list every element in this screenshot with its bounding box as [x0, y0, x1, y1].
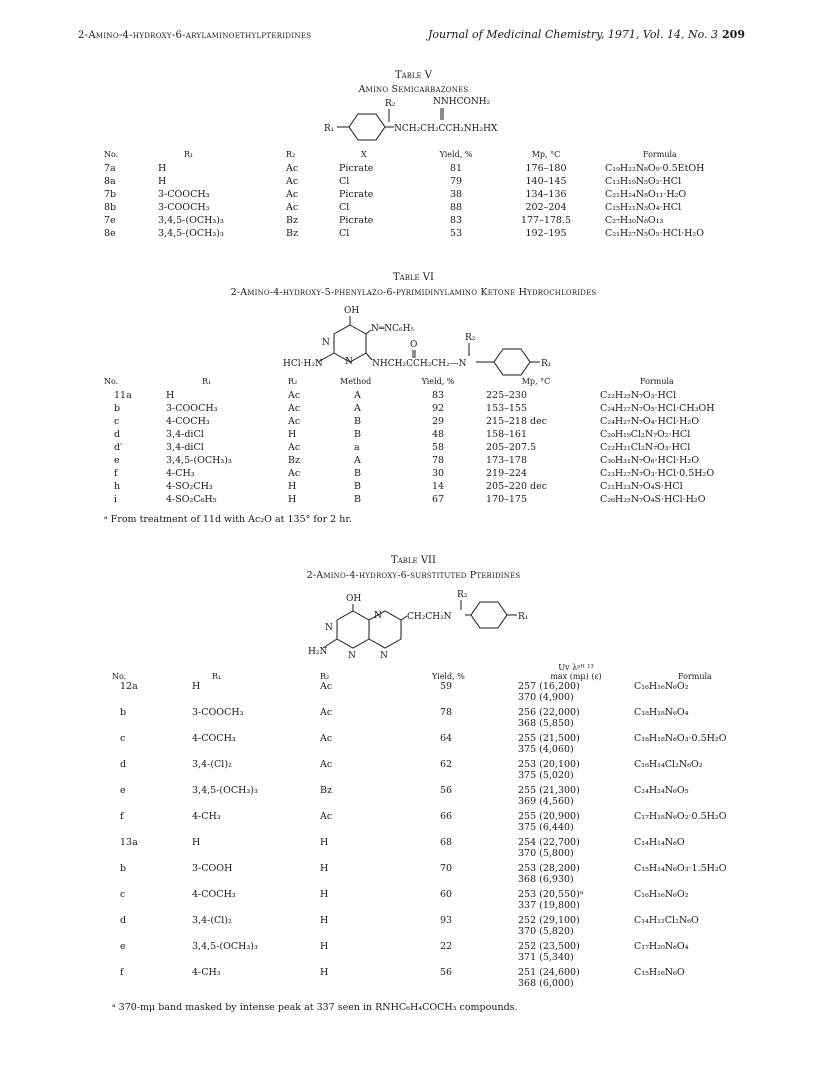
cell-uv-line2: 375 (4,060) — [518, 744, 574, 755]
cell-mp: 219–224 — [486, 468, 528, 479]
cell-no: d — [114, 429, 121, 440]
t6-hcl: HCl·H₂N — [283, 359, 323, 369]
cell-r1: 3,4,5-(OCH₃)₃ — [158, 228, 224, 239]
cell-uv-line2: 370 (5,820) — [518, 926, 574, 937]
cell-uv — [518, 707, 634, 733]
cell-formula: C₂₄H₂₄N₆O₅ — [634, 785, 689, 796]
cell-uv-line2: 370 (4,900) — [518, 692, 574, 703]
table-row — [112, 733, 732, 759]
cell-mp: 202–204 — [525, 202, 567, 213]
cell-no: c — [120, 889, 126, 900]
table5-title: Amino Semicarbazones — [358, 84, 469, 95]
cell-uv — [518, 759, 634, 785]
cell-r1: H — [158, 163, 167, 174]
cell-uv-line1: 252 (29,100) — [518, 915, 580, 926]
cell-no: f — [114, 468, 118, 479]
cell-r2: H — [320, 941, 329, 952]
cell-method: B — [354, 416, 361, 427]
cell-method: B — [354, 481, 361, 492]
t6-n-bottom: N — [345, 357, 353, 367]
table-row — [112, 681, 732, 707]
cell-r2: Ac — [288, 390, 301, 401]
col-yield: Yield, % — [432, 672, 465, 681]
cell-yield: 60 — [440, 889, 453, 900]
cell-formula: C₁₇H₂₀N₆O₄ — [634, 941, 689, 952]
cell-formula: C₂₆H₂₅N₇O₄S·HCl·H₂O — [600, 494, 706, 505]
cell-uv-line2: 368 (6,930) — [518, 874, 574, 885]
cell-r2: Bz — [288, 455, 300, 466]
cell-r1: 4-CH₃ — [166, 468, 195, 479]
cell-x: Picrate — [339, 163, 374, 174]
cell-mp: 215–218 dec — [486, 416, 548, 427]
cell-yield: 56 — [440, 967, 453, 978]
cell-uv — [518, 863, 634, 889]
cell-yield: 81 — [449, 163, 463, 174]
cell-yield: 83 — [431, 390, 445, 401]
cell-uv-line1: 254 (22,700) — [518, 837, 580, 848]
cell-r2: Ac — [320, 681, 333, 692]
t5-top: NNHCONH₂ — [433, 97, 491, 107]
col-yield: Yield, % — [439, 150, 473, 159]
cell-no: f — [120, 811, 124, 822]
cell-formula: C₁₆H₁₆N₆O₂ — [634, 889, 689, 900]
cell-method: A — [354, 390, 361, 401]
t7-n-d: N — [380, 651, 388, 661]
cell-uv — [518, 837, 634, 863]
cell-mp: 225–230 — [486, 390, 528, 401]
col-method: Method — [340, 377, 372, 386]
cell-mp: 176–180 — [525, 163, 567, 174]
cell-r2: Ac — [286, 176, 299, 187]
cell-no: 11a — [114, 390, 132, 401]
cell-r2: Ac — [286, 202, 299, 213]
col-r1: R₁ — [184, 150, 194, 159]
cell-mp: 170–175 — [486, 494, 528, 505]
cell-mp: 192–195 — [525, 228, 567, 239]
col-uv-line1: Uv λᵖᴴ ¹³ — [558, 663, 594, 672]
cell-uv-line1: 256 (22,000) — [518, 707, 580, 718]
t7-n-b: N — [348, 651, 356, 661]
cell-method: B — [354, 468, 361, 479]
cell-no: b — [114, 403, 121, 414]
cell-r1: H — [192, 837, 201, 848]
cell-yield: 30 — [431, 468, 445, 479]
cell-formula: C₁₄H₁₂Cl₂N₆O — [634, 915, 699, 926]
cell-yield: 88 — [449, 202, 463, 213]
cell-r1: 3,4,5-(OCH₃)₃ — [192, 941, 258, 952]
table-row — [112, 941, 732, 967]
cell-x: Cl — [339, 176, 350, 187]
cell-r2: Ac — [288, 403, 301, 414]
col-formula: Formula — [678, 672, 712, 681]
table6-title: 2-Amino-4-hydroxy-5-phenylazo-6-pyrimidinylamino Ketone Hydrochlorides — [230, 287, 597, 298]
col-formula: Formula — [640, 377, 674, 386]
cell-yield: 78 — [440, 707, 453, 718]
cell-r1: 4-COCH₃ — [192, 889, 236, 900]
cell-no: 8b — [104, 202, 117, 213]
cell-r2: Ac — [320, 707, 333, 718]
cell-r2: Ac — [288, 468, 301, 479]
col-uv-line2: max (mμ) (ε) — [550, 672, 602, 681]
cell-formula: C₁₈H₁₈N₆O₃·0.5H₂O — [634, 733, 727, 744]
cell-method: a — [354, 442, 360, 453]
cell-r2: H — [320, 915, 329, 926]
cell-mp: 205–207.5 — [486, 442, 537, 453]
cell-formula: C₁₅H₁₆N₆O — [634, 967, 685, 978]
cell-formula: C₂₁H₂₃N₇O₄S·HCl — [600, 481, 683, 492]
t7-benzene-ring — [471, 602, 507, 628]
cell-mp: 140–145 — [525, 176, 567, 187]
cell-no: b — [120, 863, 127, 874]
cell-r1: 3-COOCH₃ — [158, 189, 210, 200]
cell-r1: 3,4,5-(OCH₃)₃ — [166, 455, 232, 466]
cell-uv — [518, 681, 634, 707]
t7-chain: CH₂CH₂N — [407, 612, 452, 622]
cell-no: e — [120, 941, 126, 952]
table7-label: Table VII — [391, 555, 436, 566]
cell-r1: H — [158, 176, 167, 187]
cell-yield: 22 — [440, 941, 453, 952]
cell-r1: 4-SO₂C₆H₅ — [166, 494, 217, 505]
cell-no: d — [120, 915, 127, 926]
t6-azo: N═NC₆H₅ — [371, 324, 415, 334]
cell-r1: 4-COCH₃ — [166, 416, 210, 427]
cell-x: Cl — [339, 202, 350, 213]
t6-o: O — [410, 340, 418, 350]
cell-yield: 92 — [431, 403, 445, 414]
cell-r2: H — [320, 863, 329, 874]
cell-formula: C₁₅H₂₁N₅O₄·HCl — [605, 202, 682, 213]
cell-yield: 29 — [431, 416, 445, 427]
cell-formula: C₂₁H₂₇N₅O₅·HCl·H₂O — [605, 228, 705, 239]
cell-uv — [518, 785, 634, 811]
cell-r1: 3,4-(Cl)₂ — [192, 915, 232, 926]
cell-uv-line1: 255 (21,300) — [518, 785, 580, 796]
cell-no: 7e — [104, 215, 116, 226]
cell-method: A — [354, 455, 361, 466]
table-row — [112, 811, 732, 837]
cell-yield: 58 — [431, 442, 445, 453]
cell-formula: C₂₄H₂₇N₇O₄·HCl·H₂O — [600, 416, 700, 427]
cell-no: h — [114, 481, 121, 492]
col-r1: R₁ — [202, 377, 212, 386]
cell-no: c — [114, 416, 120, 427]
cell-uv — [518, 941, 634, 967]
cell-r1: 3-COOCH₃ — [192, 707, 244, 718]
cell-r2: Bz — [286, 228, 298, 239]
cell-formula: C₂₁H₂₄N₈O₁₁·H₂O — [605, 189, 687, 200]
col-formula: Formula — [643, 150, 677, 159]
t7-pyrimidine-ring — [337, 611, 369, 648]
cell-formula: C₁₆H₁₆N₆O₂ — [634, 681, 689, 692]
page-number: 209 — [722, 28, 745, 41]
cell-x: Cl — [339, 228, 350, 239]
cell-r2: H — [320, 967, 329, 978]
cell-r2: Bz — [320, 785, 332, 796]
cell-uv-line2: 375 (5,020) — [518, 770, 574, 781]
cell-uv-line2: 369 (4,560) — [518, 796, 574, 807]
cell-mp: 173–178 — [486, 455, 528, 466]
cell-no: d — [120, 759, 127, 770]
t7-r1: R₁ — [518, 612, 529, 622]
cell-formula: C₂₀H₁₉Cl₂N₇O₂·HCl — [600, 429, 691, 440]
cell-uv-line1: 252 (23,500) — [518, 941, 580, 952]
t5-r1: R₁ — [324, 124, 335, 134]
table-row — [112, 707, 732, 733]
cell-r1: 3-COOH — [192, 863, 233, 874]
t6-chain: NHCH₂CCH₂CH₂—N — [372, 359, 467, 369]
col-r2: R₂ — [288, 377, 298, 386]
table6-footnote: ᵃ From treatment of 11d with Ac₂O at 135° for 2 hr. — [104, 514, 352, 525]
cell-r1: 4-CH₃ — [192, 967, 221, 978]
cell-r2: H — [288, 494, 297, 505]
cell-uv-line1: 251 (24,600) — [518, 967, 580, 978]
cell-yield: 79 — [449, 176, 463, 187]
cell-mp: 205–220 dec — [486, 481, 548, 492]
table-row — [112, 759, 732, 785]
cell-uv-line1: 253 (28,200) — [518, 863, 580, 874]
cell-r1: 3,4-(Cl)₂ — [192, 759, 232, 770]
cell-formula: C₁₆H₁₄Cl₂N₆O₂ — [634, 759, 703, 770]
table6-label: Table VI — [393, 272, 434, 283]
col-uv — [518, 663, 634, 681]
cell-yield: 14 — [431, 481, 445, 492]
col-x: X — [361, 150, 367, 159]
cell-yield: 66 — [440, 811, 453, 822]
journal-name: Journal of Medicinal Chemistry, 1971, Vol. 14, No. 3 — [428, 28, 719, 41]
cell-r2: Ac — [320, 759, 333, 770]
cell-uv-line2: 337 (19,800) — [518, 900, 580, 911]
cell-no: e — [120, 785, 126, 796]
cell-uv-line2: 368 (5,850) — [518, 718, 574, 729]
cell-uv-line2: 370 (5,800) — [518, 848, 574, 859]
col-r2: R₂ — [286, 150, 296, 159]
cell-formula: C₁₈H₁₈N₆O₄ — [634, 707, 689, 718]
cell-r2: Ac — [320, 733, 333, 744]
cell-r2: Ac — [286, 189, 299, 200]
t7-h2n: H₂N — [308, 647, 328, 657]
cell-yield: 53 — [449, 228, 463, 239]
t7-r2: R₂ — [457, 590, 468, 600]
cell-yield: 38 — [449, 189, 463, 200]
cell-formula: C₁₄H₁₄N₆O — [634, 837, 685, 848]
t5-chain: NCH₂CH₂CCH₂NH₂HX — [394, 124, 498, 134]
cell-yield: 56 — [440, 785, 453, 796]
cell-yield: 64 — [440, 733, 453, 744]
cell-uv — [518, 915, 634, 941]
cell-formula: C₂₂H₂₁Cl₂N₇O₃·HCl — [600, 442, 691, 453]
cell-method: B — [354, 494, 361, 505]
col-no: No. — [112, 672, 127, 681]
col-no: No. — [104, 377, 119, 386]
cell-no: 8a — [104, 176, 116, 187]
cell-uv-line1: 253 (20,100) — [518, 759, 580, 770]
cell-r1: 3,4-diCl — [166, 429, 204, 440]
cell-formula: C₁₉H₂₂N₈O₉·0.5EtOH — [605, 163, 705, 174]
table7 — [112, 663, 732, 993]
cell-r2: Bz — [286, 215, 298, 226]
cell-mp: 153–155 — [486, 403, 528, 414]
col-yield: Yield, % — [421, 377, 455, 386]
table7-title: 2-Amino-4-hydroxy-6-substituted Pteridines — [306, 570, 521, 581]
cell-uv-line2: 371 (5,340) — [518, 952, 574, 963]
table-row — [112, 967, 732, 993]
table-row — [112, 863, 732, 889]
cell-r1: 3-COOCH₃ — [158, 202, 210, 213]
table7-footnote: ᵃ 370-mμ band masked by intense peak at 337 seen in RNHC₆H₄COCH₃ compounds. — [112, 1002, 518, 1013]
cell-uv — [518, 733, 634, 759]
table5-label: Table V — [394, 70, 433, 81]
table-row — [112, 837, 732, 863]
cell-r1: 3-COOCH₃ — [166, 403, 218, 414]
t7-n-c: N — [374, 611, 382, 621]
cell-mp: 177–178.5 — [520, 215, 572, 226]
cell-no: b — [120, 707, 127, 718]
cell-formula: C₁₇H₁₈N₆O₂·0.5H₂O — [634, 811, 727, 822]
col-mp: Mp, °C — [531, 150, 561, 159]
cell-r2: Ac — [286, 163, 299, 174]
cell-mp: 158–161 — [486, 429, 528, 440]
t6-oh: OH — [344, 306, 360, 316]
cell-formula: C₂₄H₂₇N₇O₅·HCl·CH₃OH — [600, 403, 715, 414]
cell-no: c — [120, 733, 126, 744]
table-row — [112, 785, 732, 811]
col-mp: Mp, °C — [521, 377, 551, 386]
running-title: 2-Amino-4-hydroxy-6-arylaminoethylpteridines — [78, 30, 312, 41]
col-no: No. — [104, 150, 119, 159]
table-row — [112, 915, 732, 941]
cell-r2: H — [288, 429, 297, 440]
cell-yield: 78 — [431, 455, 445, 466]
cell-x: Picrate — [339, 189, 374, 200]
cell-formula: C₁₃H₁₉N₅O₂·HCl — [605, 176, 682, 187]
cell-yield: 83 — [449, 215, 463, 226]
cell-no: e — [114, 455, 120, 466]
col-r1: R₁ — [212, 672, 222, 681]
cell-no: 13a — [120, 837, 138, 848]
cell-r2: Ac — [320, 811, 333, 822]
cell-r2: H — [320, 889, 329, 900]
cell-r1: 4-COCH₃ — [192, 733, 236, 744]
cell-formula: C₂₇H₃₀N₈O₁₃ — [605, 215, 664, 226]
cell-uv — [518, 967, 634, 993]
table7-header-row — [112, 663, 732, 681]
cell-r1: H — [192, 681, 201, 692]
cell-formula: C₂₃H₂₇N₇O₃·HCl·0.5H₂O — [600, 468, 715, 479]
cell-yield: 67 — [431, 494, 445, 505]
t6-r1: R₁ — [541, 359, 552, 369]
cell-yield: 59 — [440, 681, 453, 692]
cell-no: 8e — [104, 228, 116, 239]
cell-formula: C₃₀H₃₁N₇O₆·HCl·H₂O — [600, 455, 700, 466]
cell-uv-line1: 255 (20,900) — [518, 811, 580, 822]
cell-yield: 48 — [431, 429, 445, 440]
t7-oh: OH — [346, 594, 362, 604]
t6-r2: R₂ — [465, 333, 476, 343]
cell-no: i — [114, 494, 118, 505]
cell-uv — [518, 811, 634, 837]
cell-r1: 3,4-diCl — [166, 442, 204, 453]
cell-uv-line1: 253 (20,550)ᵃ — [518, 889, 584, 900]
cell-r2: H — [288, 481, 297, 492]
cell-r2: H — [320, 837, 329, 848]
cell-uv-line1: 255 (21,500) — [518, 733, 580, 744]
cell-uv — [518, 889, 634, 915]
cell-r2: Ac — [288, 442, 301, 453]
t7-n-a: N — [325, 623, 333, 633]
cell-uv-line1: 257 (16,200) — [518, 681, 580, 692]
cell-yield: 68 — [440, 837, 453, 848]
cell-r1: 3,4,5-(OCH₃)₃ — [192, 785, 258, 796]
cell-r1: H — [166, 390, 175, 401]
cell-no: 7b — [104, 189, 117, 200]
cell-method: A — [354, 403, 361, 414]
cell-x: Picrate — [339, 215, 374, 226]
cell-uv-line2: 368 (6,000) — [518, 978, 574, 989]
cell-uv-line2: 375 (6,440) — [518, 822, 574, 833]
table-row — [112, 889, 732, 915]
cell-no: 7a — [104, 163, 116, 174]
cell-yield: 62 — [440, 759, 453, 770]
cell-no: d′ — [114, 442, 123, 453]
cell-yield: 70 — [440, 863, 453, 874]
t6-n-left: N — [322, 338, 330, 348]
cell-r1: 3,4,5-(OCH₃)₃ — [158, 215, 224, 226]
cell-formula: C₁₅H₁₄N₆O₃·1.5H₂O — [634, 863, 727, 874]
cell-formula: C₂₂H₂₅N₇O₃·HCl — [600, 390, 677, 401]
col-r2: R₂ — [320, 672, 330, 681]
bond-line — [323, 639, 337, 648]
cell-r2: Ac — [288, 416, 301, 427]
cell-method: B — [354, 429, 361, 440]
cell-no: 12a — [120, 681, 138, 692]
cell-r1: 4-SO₂CH₃ — [166, 481, 213, 492]
t5-r2: R₂ — [385, 99, 396, 109]
cell-r1: 4-CH₃ — [192, 811, 221, 822]
cell-no: f — [120, 967, 124, 978]
cell-yield: 93 — [440, 915, 453, 926]
cell-mp: 134–136 — [525, 189, 567, 200]
